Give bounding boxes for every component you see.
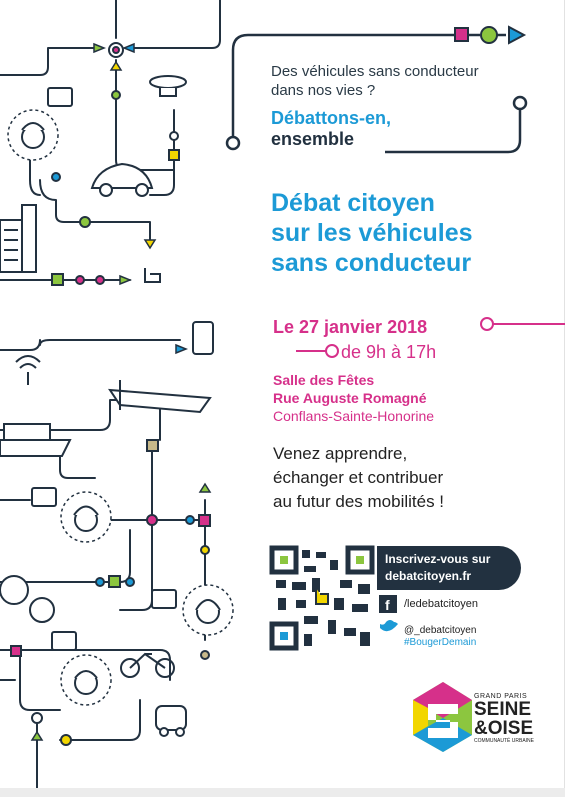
phone-icon <box>193 322 213 354</box>
title-line: sur les véhicules <box>271 219 473 247</box>
venue-name: Salle des Fêtes <box>273 372 375 388</box>
signup-url[interactable]: debatcitoyen.fr <box>385 569 472 583</box>
logo-line: &OISE <box>474 718 534 739</box>
bottom-bar <box>0 788 565 797</box>
logo-shape <box>413 682 472 752</box>
question-line: dans nos vies ? <box>271 82 376 99</box>
event-venue <box>273 371 434 425</box>
title-line: sans conducteur <box>271 249 472 277</box>
invite-line: au futur des mobilités ! <box>273 492 445 511</box>
slogan-line-2: ensemble <box>271 129 355 149</box>
title-line: Débat citoyen <box>271 189 435 217</box>
intro-question <box>271 62 479 100</box>
event-date: Le 27 janvier 2018 <box>273 317 428 337</box>
twitter-block <box>404 625 476 649</box>
hashtag: #BougerDemain <box>404 637 477 648</box>
venue-street: Rue Auguste Romagné <box>273 390 427 406</box>
logo-line: SEINE <box>474 699 532 720</box>
logo-text <box>474 693 534 744</box>
car-icon <box>92 164 152 196</box>
bicycle-icon <box>121 654 174 677</box>
twitter-handle[interactable]: @_debatcitoyen <box>404 625 477 636</box>
question-line: Des véhicules sans conducteur <box>271 63 479 80</box>
invitation-text <box>273 442 444 514</box>
logo-line: GRAND PARIS <box>474 693 528 700</box>
svg-text:f: f <box>385 597 390 613</box>
signup-line: Inscrivez-vous sur <box>385 552 491 566</box>
page-title <box>271 188 473 278</box>
slogan-line-1: Débattons-en, <box>271 108 392 128</box>
drone-icon <box>150 76 186 96</box>
invite-line: échanger et contribuer <box>273 468 444 487</box>
signup-banner[interactable] <box>377 546 521 590</box>
twitter-icon <box>380 620 398 631</box>
event-hours: de 9h à 17h <box>341 342 437 362</box>
qr-code-icon <box>270 546 374 650</box>
venue-city: Conflans-Sainte-Honorine <box>273 408 435 424</box>
ship-icon <box>0 424 70 456</box>
wifi-icon <box>16 356 40 385</box>
facebook-handle[interactable]: /ledebatcitoyen <box>404 598 478 610</box>
hand-pointer-icon <box>145 268 160 282</box>
logo-line: COMMUNAUTÉ URBAINE <box>474 738 535 744</box>
invite-line: Venez apprendre, <box>273 444 408 463</box>
